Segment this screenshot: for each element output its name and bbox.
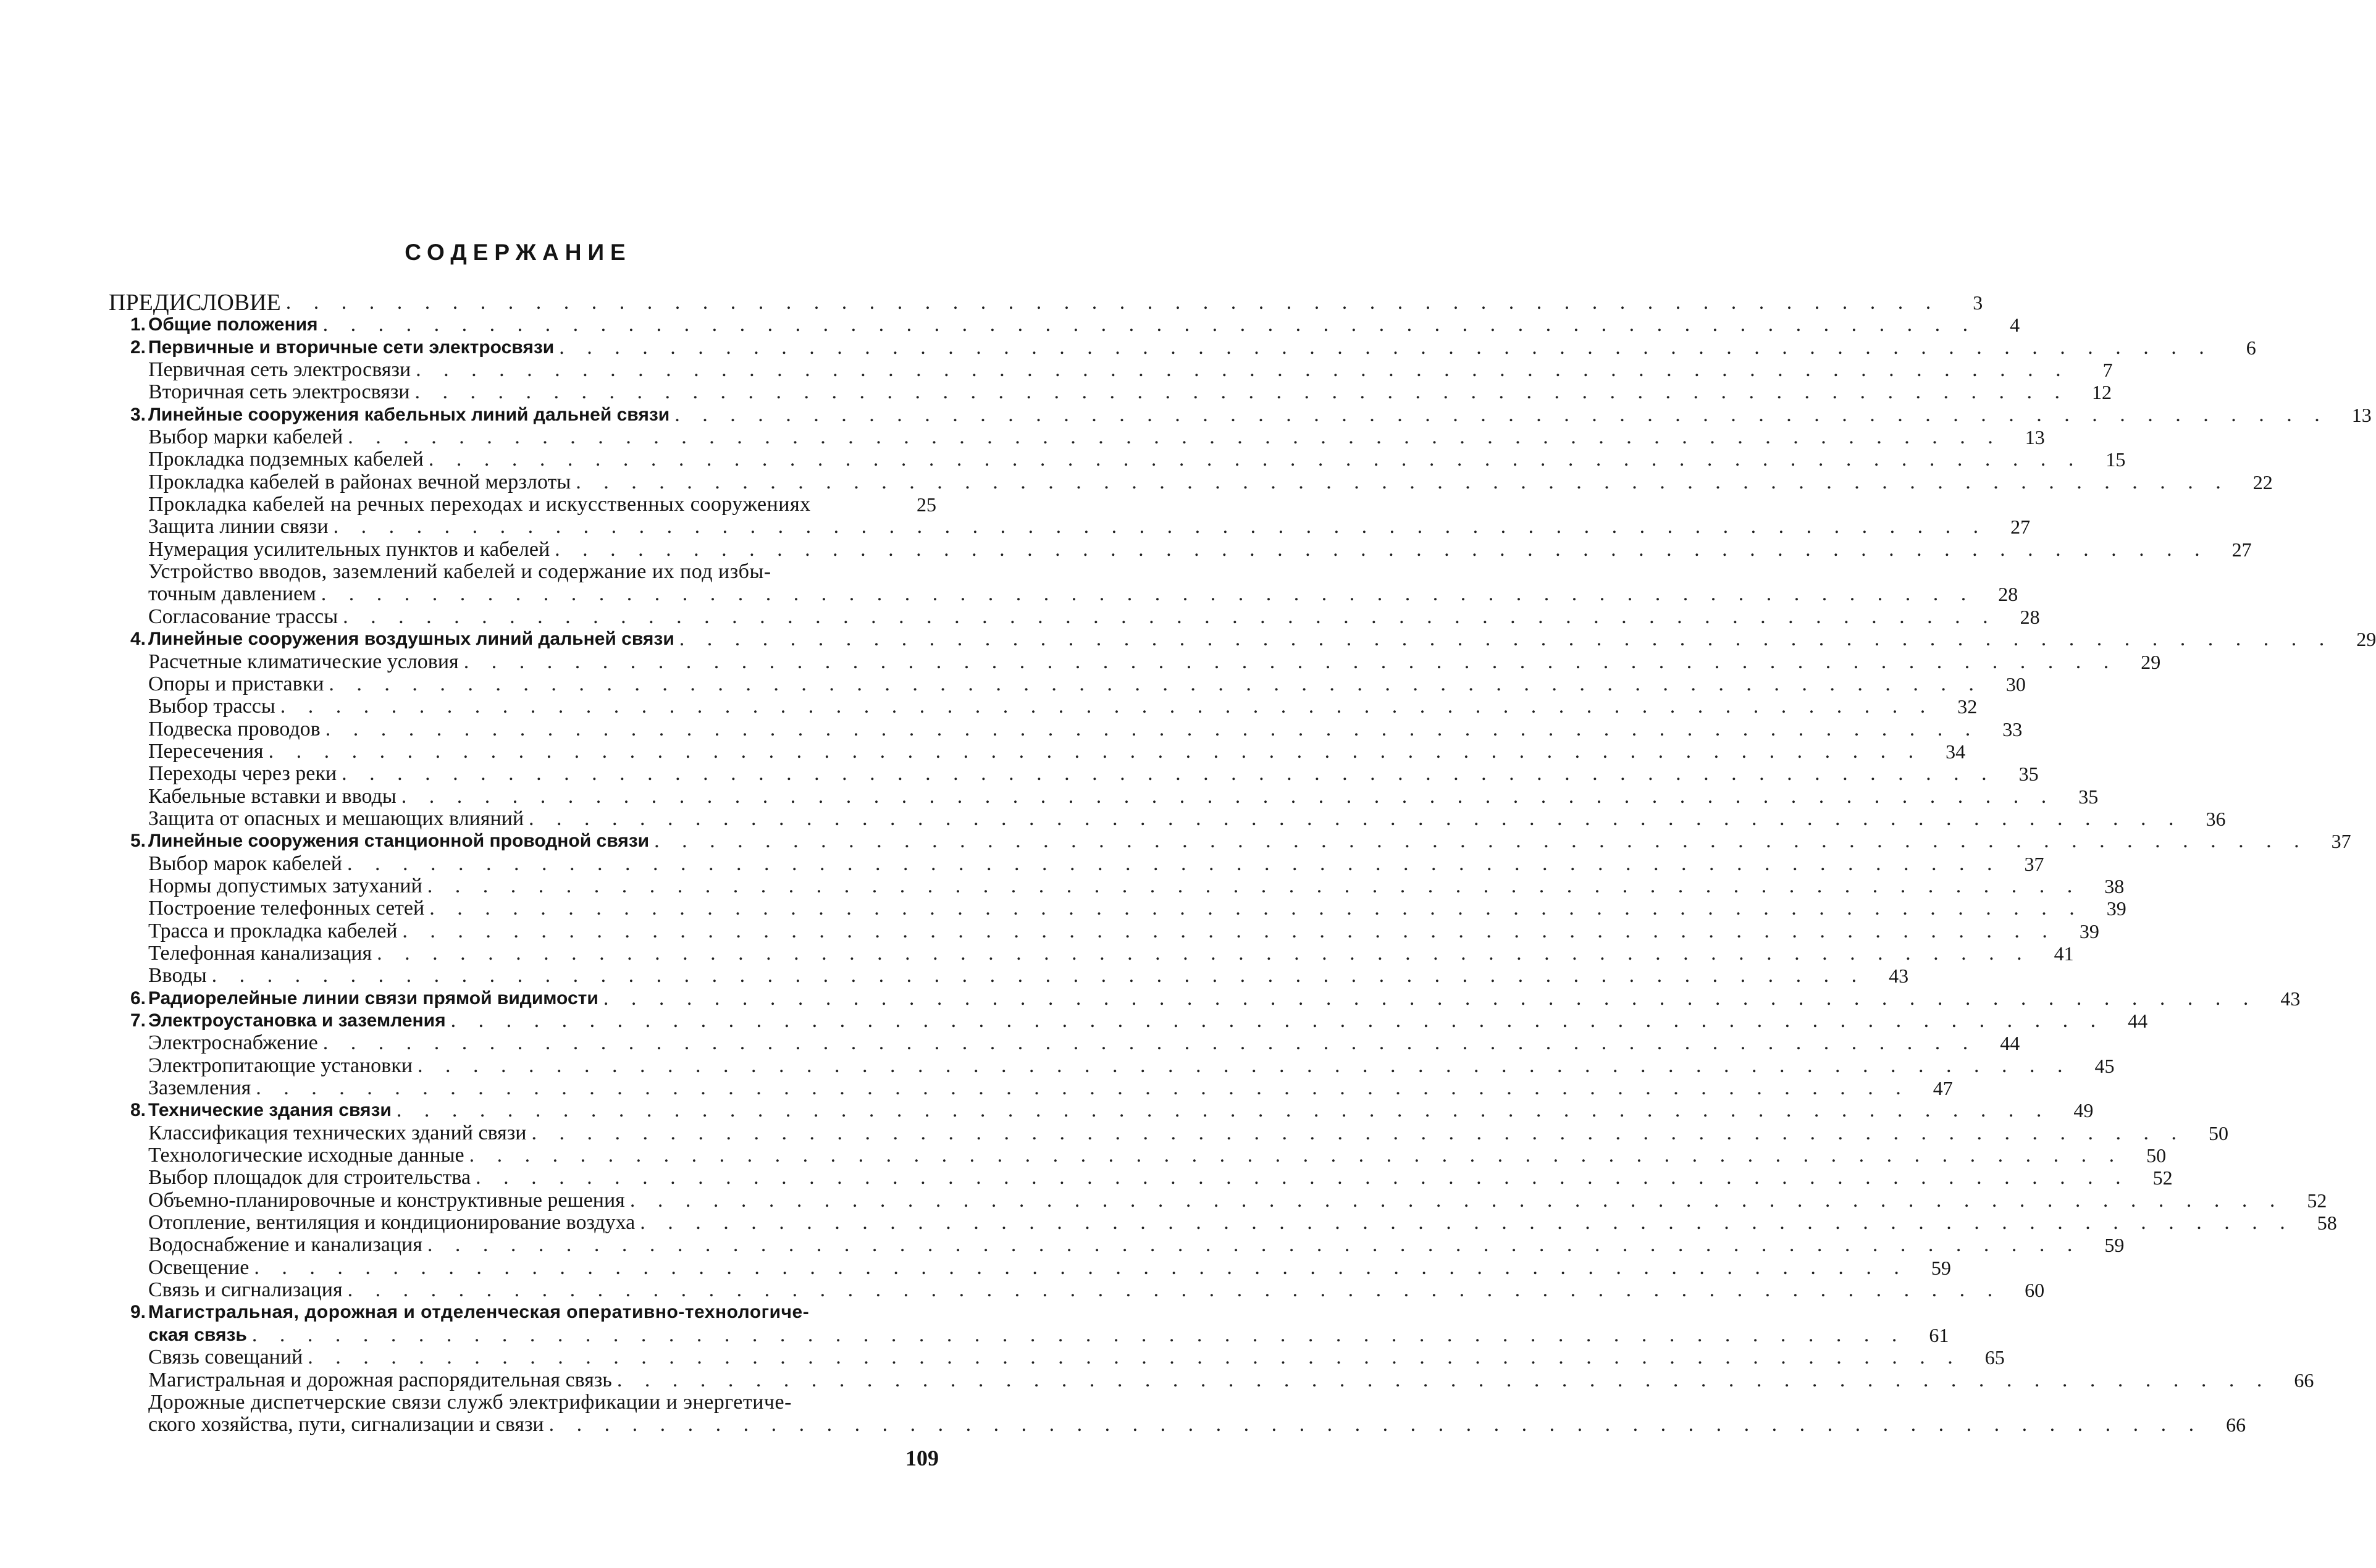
toc-entry xyxy=(109,829,2351,853)
table-of-contents xyxy=(109,290,2376,1436)
toc-entry-page: 15 xyxy=(2105,448,2126,471)
toc-entry-page: 27 xyxy=(2231,538,2252,561)
toc-entry xyxy=(109,358,2113,382)
toc-entry xyxy=(109,739,1966,763)
toc-entry xyxy=(109,537,2252,561)
toc-entry xyxy=(109,672,2026,695)
toc-entry-title: Подвеска проводов xyxy=(148,717,321,740)
toc-entry-title: Защита от опасных и мешающих влияний xyxy=(148,807,524,830)
toc-entry-page: 22 xyxy=(2252,471,2273,493)
toc-entry-page: 13 xyxy=(2025,426,2045,449)
dot-leader: . . . . . . . . . . . . . . . . . . . . . . . . . . . . . . . . . . . . . . . . . . . . . . . . . . . . . . . . . . . . xyxy=(251,1323,1906,1346)
toc-entry xyxy=(109,1166,2173,1189)
dot-leader xyxy=(792,1391,893,1414)
toc-entry-title: Первичная сеть электросвязи xyxy=(148,358,411,382)
dot-leader: . . . . . . . . . . . . . . . . . . . . . . . . . . . . . . . . . . . . . . . . . . . . . . . . . . . . . . . . . . . . xyxy=(325,717,1979,740)
toc-entry-title: Классификация технических зданий связи xyxy=(148,1121,527,1144)
page-title: СОДЕРЖАНИЕ xyxy=(405,240,632,265)
toc-entry-page: 32 xyxy=(1957,695,1978,718)
toc-entry-page: 50 xyxy=(2208,1121,2228,1144)
dot-leader: . . . . . . . . . . . . . . . . . . . . . . . . . . . . . . . . . . . . . . . . . . . . . . . . . . . . . . . . . . . . xyxy=(285,291,1940,314)
dot-leader: . . . . . . . . . . . . . . . . . . . . . . . . . . . . . . . . . . . . . . . . . . . . . . . . . . . . . . . . . . . . xyxy=(654,829,2308,853)
toc-entry xyxy=(109,1076,1953,1100)
dot-leader xyxy=(809,1301,893,1323)
toc-entry-page xyxy=(893,1301,936,1323)
toc-entry-page: 29 xyxy=(2356,628,2376,651)
toc-entry xyxy=(109,784,2099,808)
toc-entry xyxy=(109,1009,2148,1032)
dot-leader: . . . . . . . . . . . . . . . . . . . . . . . . . . . . . . . . . . . . . . . . . . . . . . . . . . . . . . . . . . . . xyxy=(640,1211,2294,1235)
toc-entry xyxy=(109,986,2301,1010)
toc-entry-page xyxy=(893,1391,936,1414)
dot-leader: . . . . . . . . . . . . . . . . . . . . . . . . . . . . . . . . . . . . . . . . . . . . . . . . . . . . . . . . . . . . xyxy=(377,941,2031,965)
dot-leader: . . . . . . . . . . . . . . . . . . . . . . . . . . . . . . . . . . . . . . . . . . . . . . . . . . . . . . . . . . . . xyxy=(342,762,1996,786)
toc-entry-title: Согласование трассы xyxy=(148,605,338,628)
dot-leader: . . . . . . . . . . . . . . . . . . . . . . . . . . . . . . . . . . . . . . . . . . . . . . . . . . . . . . . . . . . . xyxy=(548,1413,2203,1436)
toc-entry-page: 66 xyxy=(2294,1369,2314,1391)
toc-entry-number: 2. xyxy=(130,337,146,358)
page-number: 109 xyxy=(905,1446,939,1470)
toc-entry-page: 60 xyxy=(2025,1279,2045,1302)
toc-entry xyxy=(109,335,2256,359)
toc-entry xyxy=(109,897,2126,920)
toc-entry-title: Трасса и прокладка кабелей xyxy=(148,919,398,942)
toc-entry-title: Технологические исходные данные xyxy=(148,1144,464,1167)
toc-entry-page: 6 xyxy=(2246,336,2256,359)
toc-entry-title: Дорожные диспетчерские связи служб электрификации и энергетиче- xyxy=(148,1390,792,1414)
toc-entry-page: 39 xyxy=(2106,897,2126,920)
toc-entry xyxy=(109,1301,936,1323)
toc-entry-title: Вторичная сеть электросвязи xyxy=(148,380,410,404)
toc-entry-page: 50 xyxy=(2146,1144,2167,1167)
dot-leader: . . . . . . . . . . . . . . . . . . . . . . . . . . . . . . . . . . . . . . . . . . . . . . . . . . . . . . . . . . . . xyxy=(603,986,2257,1010)
dot-leader: . . . . . . . . . . . . . . . . . . . . . . . . . . . . . . . . . . . . . . . . . . . . . . . . . . . . . . . . . . . . xyxy=(348,426,2002,449)
toc-entry-page: 28 xyxy=(2020,605,2040,628)
toc-entry-page: 65 xyxy=(1984,1346,2005,1369)
toc-entry-title: Выбор трассы xyxy=(148,695,275,718)
toc-entry-title: Электроснабжение xyxy=(148,1031,318,1055)
toc-entry-page: 59 xyxy=(2104,1234,2125,1257)
dot-leader: . . . . . . . . . . . . . . . . . . . . . . . . . . . . . . . . . . . . . . . . . . . . . . . . . . . . . . . . . . . . xyxy=(333,515,1988,539)
toc-entry-page: 25 xyxy=(917,493,936,516)
dot-leader: . . . . . . . . . . . . . . . . . . . . . . . . . . . . . . . . . . . . . . . . . . . . . . . . . . . . . . . . . . . . xyxy=(416,358,2070,382)
toc-entry-page: 27 xyxy=(2010,516,2031,539)
dot-leader: . . . . . . . . . . . . . . . . . . . . . . . . . . . . . . . . . . . . . . . . . . . . . . . . . . . . . . . . . . . . xyxy=(531,1121,2185,1144)
toc-entry xyxy=(109,313,2020,337)
toc-entry-page: 28 xyxy=(1998,583,2018,606)
dot-leader: . . . . . . . . . . . . . . . . . . . . . . . . . . . . . . . . . . . . . . . . . . . . . . . . . . . . . . . . . . . . xyxy=(321,582,1975,606)
toc-entry xyxy=(109,403,2372,426)
dot-leader: . . . . . . . . . . . . . . . . . . . . . . . . . . . . . . . . . . . . . . . . . . . . . . . . . . . . . . . . . . . . xyxy=(322,1031,1977,1055)
toc-entry xyxy=(109,650,2161,673)
dot-leader: . . . . . . . . . . . . . . . . . . . . . . . . . . . . . . . . . . . . . . . . . . . . . . . . . . . . . . . . . . . . xyxy=(402,919,2056,942)
toc-entry-title: ПРЕДИСЛОВИЕ xyxy=(109,290,281,316)
toc-entry-page: 52 xyxy=(2307,1189,2327,1212)
toc-entry xyxy=(109,470,2273,493)
toc-entry-title: Линейные сооружения станционной проводной связи xyxy=(148,831,650,852)
toc-entry xyxy=(109,605,2040,628)
toc-entry-title: Выбор марки кабелей xyxy=(148,426,343,449)
dot-leader: . . . . . . . . . . . . . . . . . . . . . . . . . . . . . . . . . . . . . . . . . . . . . . . . . . . . . . . . . . . . xyxy=(616,1368,2271,1391)
toc-entry xyxy=(109,448,2126,471)
toc-entry xyxy=(109,919,2099,942)
toc-entry-page: 66 xyxy=(2226,1414,2246,1436)
dot-leader: . . . . . . . . . . . . . . . . . . . . . . . . . . . . . . . . . . . . . . . . . . . . . . . . . . . . . . . . . . . . xyxy=(343,605,1997,628)
dot-leader: . . . . . . . . . . . . . . . . . . . . . . . . . . . . . . . . . . . . . . . . . . . . . . . . . . . . . . . . . . . . xyxy=(559,335,2213,359)
dot-leader: . . . . . . . . . . . . . . . . . . . . . . . . . . . . . . . . . . . . . . . . . . . . . . . . . . . . . . . . . . . . xyxy=(322,313,1977,337)
dot-leader: . . . . . . . . . . . . . . . . . . . . . . . . . . . . . . . . . . . . . . . . . . . . . . . . . . . . . . . . . . . . xyxy=(428,448,2083,471)
dot-leader: . . . . . . . . . . . . . . . . . . . . . . . . . . . . . . . . . . . . . . . . . . . . . . . . . . . . . . . . . . . . xyxy=(254,1256,1908,1279)
toc-entry-number: 5. xyxy=(130,831,146,852)
toc-entry-title: Первичные и вторичные сети электросвязи xyxy=(148,337,555,358)
toc-entry-page: 4 xyxy=(2010,314,2020,337)
toc-entry-number: 3. xyxy=(130,404,146,425)
toc-entry xyxy=(109,1413,2246,1436)
dot-leader: . . . . . . . . . . . . . . . . . . . . . . . . . . . . . . . . . . . . . . . . . . . . . . . . . . . . . . . . . . . . xyxy=(463,650,2118,673)
toc-entry xyxy=(109,1346,2005,1369)
toc-entry xyxy=(109,515,2031,539)
toc-entry-number: 7. xyxy=(130,1010,146,1031)
dot-leader: . . . . . . . . . . . . . . . . . . . . . . . . . . . . . . . . . . . . . . . . . . . . . . . . . . . . . . . . . . . . xyxy=(429,897,2083,920)
dot-leader: . . . . . . . . . . . . . . . . . . . . . . . . . . . . . . . . . . . . . . . . . . . . . . . . . . . . . . . . . . . . xyxy=(555,537,2209,561)
toc-entry-page: 7 xyxy=(2102,359,2113,382)
dot-leader: . . . . . . . . . . . . . . . . . . . . . . . . . . . . . . . . . . . . . . . . . . . . . . . . . . . . . . . . . . . . xyxy=(427,1233,2081,1257)
toc-entry-page: 41 xyxy=(2054,942,2074,965)
toc-entry-page: 39 xyxy=(2079,920,2099,942)
toc-entry-title: Заземления xyxy=(148,1076,251,1100)
toc-entry-page: 37 xyxy=(2331,830,2351,853)
toc-entry xyxy=(109,695,1978,718)
toc-entry-number: 9. xyxy=(130,1302,146,1323)
toc-entry-title: Кабельные вставки и вводы xyxy=(148,784,397,808)
toc-entry-page: 44 xyxy=(2128,1010,2148,1032)
toc-entry-title: Построение телефонных сетей xyxy=(148,897,425,920)
toc-entry-page: 45 xyxy=(2094,1054,2115,1077)
toc-entry xyxy=(109,1099,2094,1122)
dot-leader: . . . . . . . . . . . . . . . . . . . . . . . . . . . . . . . . . . . . . . . . . . . . . . . . . . . . . . . . . . . . xyxy=(427,874,2081,897)
toc-entry-title: Телефонная канализация xyxy=(148,941,372,965)
dot-leader xyxy=(771,561,893,583)
toc-entry-page: 58 xyxy=(2317,1212,2337,1235)
toc-entry-page: 47 xyxy=(1933,1077,1953,1100)
toc-entry-title: Общие положения xyxy=(148,314,318,335)
toc-entry-number: 4. xyxy=(130,629,146,650)
toc-entry xyxy=(109,1278,2045,1302)
toc-entry xyxy=(109,1323,1949,1346)
toc-entry xyxy=(109,1391,936,1414)
dot-leader: . . . . . . . . . . . . . . . . . . . . . . . . . . . . . . . . . . . . . . . . . . . . . . . . . . . . . . . . . . . . xyxy=(268,739,1923,763)
toc-entry-title: точным давлением xyxy=(148,582,316,606)
toc-entry-page xyxy=(893,561,936,583)
toc-entry-page: 12 xyxy=(2091,381,2112,404)
dot-leader: . . . . . . . . . . . . . . . . . . . . . . . . . . . . . . . . . . . . . . . . . . . . . . . . . . . . . . . . . . . . xyxy=(679,627,2333,651)
toc-entry xyxy=(109,717,2023,740)
toc-entry-title: Линейные сооружения кабельных линий дальней связи xyxy=(148,404,670,425)
toc-entry-page: 52 xyxy=(2152,1167,2173,1189)
dot-leader: . . . . . . . . . . . . . . . . . . . . . . . . . . . . . . . . . . . . . . . . . . . . . . . . . . . . . . . . . . . . xyxy=(401,784,2055,808)
toc-entry-page: 61 xyxy=(1929,1323,1949,1346)
toc-entry-number: 6. xyxy=(130,987,146,1008)
toc-entry-number: 8. xyxy=(130,1100,146,1121)
toc-entry xyxy=(109,1368,2314,1391)
toc-entry-title: Защита линии связи xyxy=(148,515,329,539)
toc-entry-title: ского хозяйства, пути, сигнализации и связи xyxy=(148,1413,544,1436)
toc-entry-title: Связь и сигнализация xyxy=(148,1278,343,1302)
toc-entry-number: 1. xyxy=(130,314,146,335)
toc-entry-title: Электроустановка и заземления xyxy=(148,1010,446,1031)
toc-entry-page: 30 xyxy=(2005,673,2026,695)
dot-leader: . . . . . . . . . . . . . . . . . . . . . . . . . . . . . . . . . . . . . . . . . . . . . . . . . . . . . . . . . . . . xyxy=(576,470,2230,493)
toc-entry-page: 49 xyxy=(2073,1099,2094,1122)
toc-entry xyxy=(109,380,2112,404)
dot-leader xyxy=(811,493,893,516)
toc-entry-title: Магистральная, дорожная и отделенческая оперативно-технологиче- xyxy=(148,1302,810,1323)
toc-entry xyxy=(109,493,936,516)
toc-entry-page: 44 xyxy=(2000,1032,2020,1055)
toc-entry-page: 35 xyxy=(2078,785,2099,808)
toc-entry xyxy=(109,1054,2115,1077)
toc-entry xyxy=(109,1233,2125,1257)
dot-leader: . . . . . . . . . . . . . . . . . . . . . . . . . . . . . . . . . . . . . . . . . . . . . . . . . . . . . . . . . . . . xyxy=(211,964,1866,987)
toc-entry-title: Расчетные климатические условия xyxy=(148,650,459,673)
toc-entry xyxy=(109,807,2226,830)
toc-entry-title: Радиорелейные линии связи прямой видимости xyxy=(148,987,598,1008)
toc-entry-title: Объемно-планировочные и конструктивные решения xyxy=(148,1188,625,1212)
toc-entry-title: Выбор марок кабелей xyxy=(148,852,343,875)
toc-entry-title: Переходы через реки xyxy=(148,762,337,786)
toc-entry-title: Технические здания связи xyxy=(148,1100,392,1121)
toc-entry-title: Отопление, вентиляция и кондиционирование воздуха xyxy=(148,1211,636,1235)
toc-entry-page: 59 xyxy=(1931,1256,1951,1279)
toc-entry-page: 43 xyxy=(1889,965,1909,987)
toc-entry-page: 43 xyxy=(2280,987,2301,1010)
toc-entry-title: ская связь xyxy=(148,1324,247,1345)
dot-leader: . . . . . . . . . . . . . . . . . . . . . . . . . . . . . . . . . . . . . . . . . . . . . . . . . . . . . . . . . . . . xyxy=(308,1346,1962,1369)
dot-leader: . . . . . . . . . . . . . . . . . . . . . . . . . . . . . . . . . . . . . . . . . . . . . . . . . . . . . . . . . . . . xyxy=(347,1278,2002,1302)
toc-entry-title: Опоры и приставки xyxy=(148,672,324,695)
toc-entry-page: 34 xyxy=(1946,740,1966,763)
toc-entry xyxy=(109,874,2125,897)
toc-entry xyxy=(109,941,2074,965)
dot-leader: . . . . . . . . . . . . . . . . . . . . . . . . . . . . . . . . . . . . . . . . . . . . . . . . . . . . . . . . . . . . xyxy=(414,380,2068,404)
toc-entry xyxy=(109,582,2018,606)
toc-entry-title: Электропитающие установки xyxy=(148,1054,413,1077)
dot-leader: . . . . . . . . . . . . . . . . . . . . . . . . . . . . . . . . . . . . . . . . . . . . . . . . . . . . . . . . . . . . xyxy=(280,695,1934,718)
toc-entry-title: Выбор площадок для строительства xyxy=(148,1166,471,1189)
dot-leader: . . . . . . . . . . . . . . . . . . . . . . . . . . . . . . . . . . . . . . . . . . . . . . . . . . . . . . . . . . . . xyxy=(529,807,2183,830)
toc-entry xyxy=(109,1188,2327,1212)
toc-entry-title: Линейные сооружения воздушных линий дальней связи xyxy=(148,629,674,650)
toc-entry-title: Устройство вводов, заземлений кабелей и содержание их под избы- xyxy=(148,560,771,584)
toc-entry xyxy=(109,561,936,583)
toc-entry-page: 13 xyxy=(2351,403,2372,426)
toc-entry-title: Нормы допустимых затуханий xyxy=(148,874,422,897)
toc-entry xyxy=(109,290,1983,316)
toc-entry xyxy=(109,1211,2337,1235)
dot-leader: . . . . . . . . . . . . . . . . . . . . . . . . . . . . . . . . . . . . . . . . . . . . . . . . . . . . . . . . . . . . xyxy=(674,403,2328,426)
toc-entry-page: 3 xyxy=(1973,291,1983,314)
toc-entry-title: Магистральная и дорожная распорядительная связь xyxy=(148,1368,612,1391)
toc-entry-page: 29 xyxy=(2141,650,2161,673)
toc-entry-title: Прокладка кабелей на речных переходах и искусственных сооружениях xyxy=(148,493,811,516)
toc-entry-title: Освещение xyxy=(148,1256,250,1279)
dot-leader: . . . . . . . . . . . . . . . . . . . . . . . . . . . . . . . . . . . . . . . . . . . . . . . . . . . . . . . . . . . . xyxy=(256,1076,1910,1100)
toc-entry-title: Вводы xyxy=(148,964,207,987)
dot-leader: . . . . . . . . . . . . . . . . . . . . . . . . . . . . . . . . . . . . . . . . . . . . . . . . . . . . . . . . . . . . xyxy=(469,1144,2123,1167)
toc-entry xyxy=(109,627,2376,651)
toc-entry-title: Прокладка подземных кабелей xyxy=(148,448,424,471)
dot-leader: . . . . . . . . . . . . . . . . . . . . . . . . . . . . . . . . . . . . . . . . . . . . . . . . . . . . . . . . . . . . xyxy=(396,1099,2051,1122)
toc-entry xyxy=(109,964,1909,987)
toc-entry-title: Связь совещаний xyxy=(148,1346,303,1369)
toc-entry xyxy=(109,426,2045,449)
dot-leader: . . . . . . . . . . . . . . . . . . . . . . . . . . . . . . . . . . . . . . . . . . . . . . . . . . . . . . . . . . . . xyxy=(329,672,1983,695)
toc-entry-page: 37 xyxy=(2024,852,2044,875)
dot-leader: . . . . . . . . . . . . . . . . . . . . . . . . . . . . . . . . . . . . . . . . . . . . . . . . . . . . . . . . . . . . xyxy=(629,1188,2284,1212)
toc-entry-page: 35 xyxy=(2018,763,2039,786)
toc-entry-page: 33 xyxy=(2002,718,2023,740)
toc-entry xyxy=(109,1031,2020,1055)
toc-entry-page: 38 xyxy=(2104,874,2125,897)
toc-entry xyxy=(109,762,2039,786)
toc-entry xyxy=(109,1144,2167,1167)
toc-entry-title: Нумерация усилительных пунктов и кабелей xyxy=(148,537,550,561)
toc-entry xyxy=(109,1121,2228,1144)
dot-leader: . . . . . . . . . . . . . . . . . . . . . . . . . . . . . . . . . . . . . . . . . . . . . . . . . . . . . . . . . . . . xyxy=(347,852,2001,875)
toc-entry xyxy=(109,1256,1951,1279)
dot-leader: . . . . . . . . . . . . . . . . . . . . . . . . . . . . . . . . . . . . . . . . . . . . . . . . . . . . . . . . . . . . xyxy=(450,1009,2105,1032)
toc-entry-title: Водоснабжение и канализация xyxy=(148,1233,422,1257)
toc-entry-title: Пересечения xyxy=(148,739,264,763)
dot-leader: . . . . . . . . . . . . . . . . . . . . . . . . . . . . . . . . . . . . . . . . . . . . . . . . . . . . . . . . . . . . xyxy=(476,1166,2130,1189)
toc-entry-page: 36 xyxy=(2206,807,2226,830)
toc-entry-title: Прокладка кабелей в районах вечной мерзлоты xyxy=(148,470,571,493)
toc-entry xyxy=(109,852,2044,875)
dot-leader: . . . . . . . . . . . . . . . . . . . . . . . . . . . . . . . . . . . . . . . . . . . . . . . . . . . . . . . . . . . . xyxy=(417,1054,2072,1077)
